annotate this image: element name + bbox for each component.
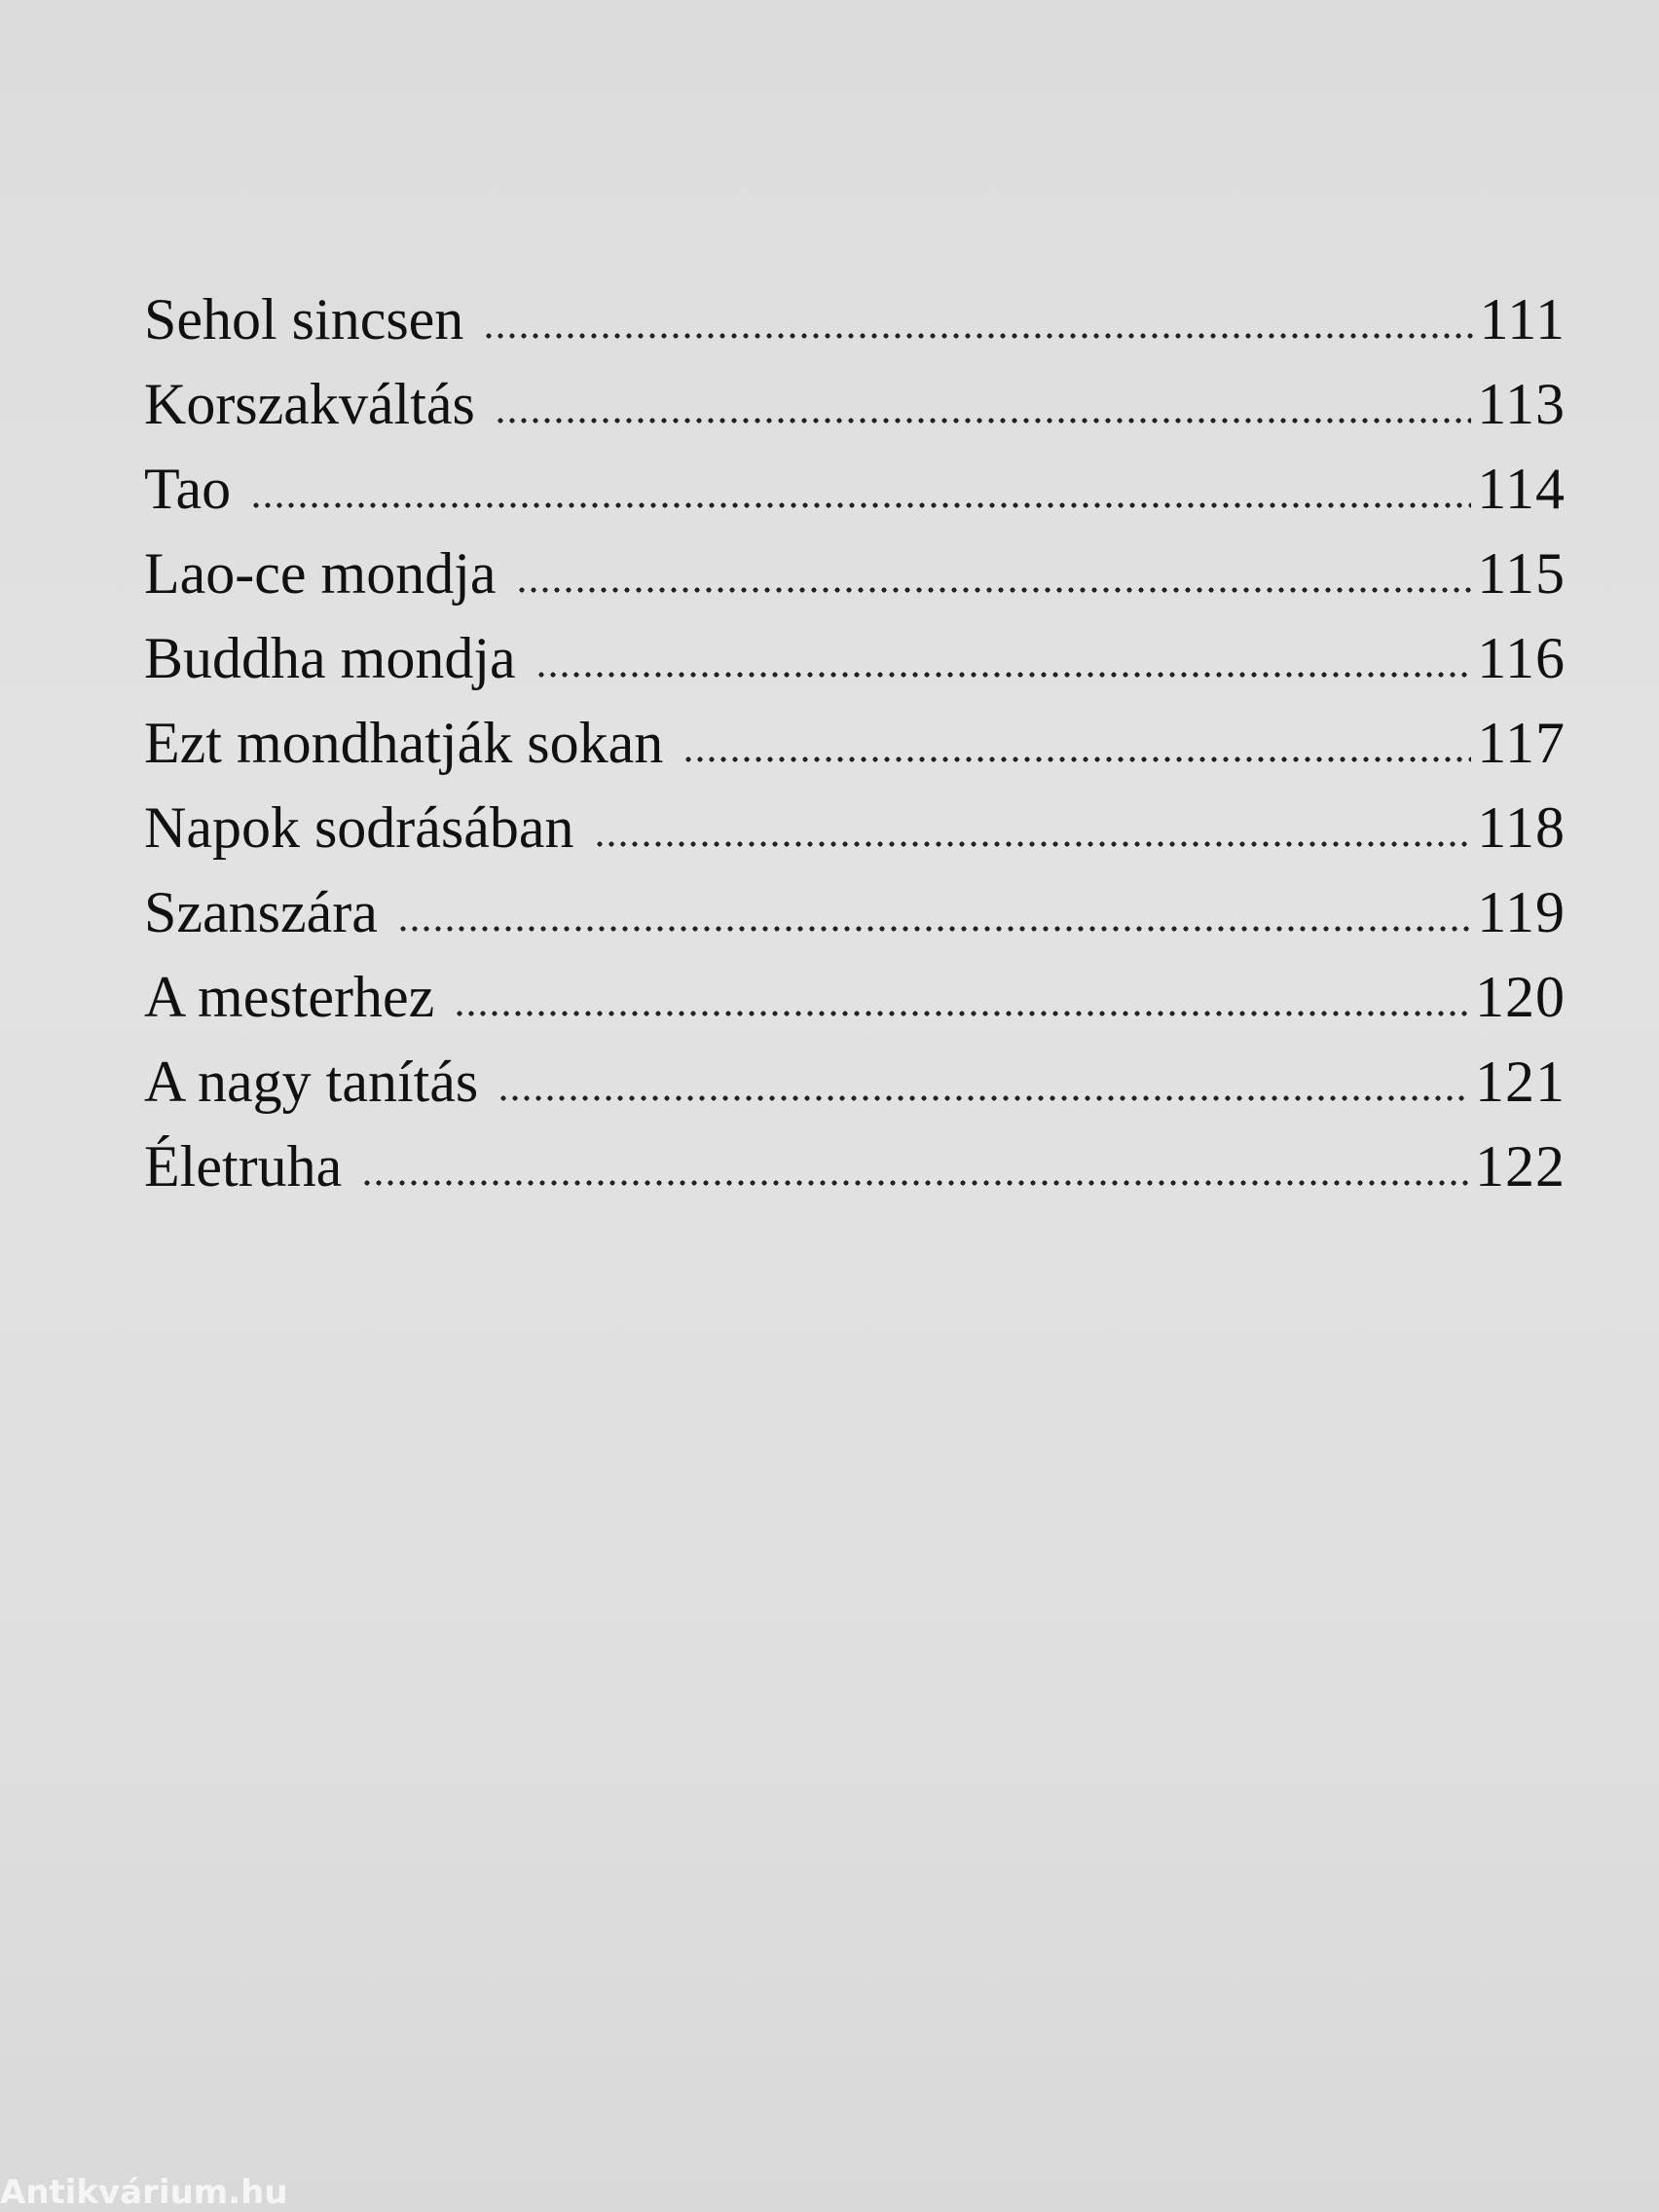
toc-entry <box>144 616 1566 701</box>
toc-dot-leader <box>495 418 1471 424</box>
toc-entry <box>144 532 1566 616</box>
toc-dot-leader <box>682 756 1471 762</box>
toc-entry-title: Szanszára <box>144 880 378 944</box>
toc-entry-page: 120 <box>1475 965 1566 1029</box>
toc-dot-leader <box>250 502 1471 508</box>
toc-dot-leader <box>516 587 1472 593</box>
toc-entry-page: 122 <box>1475 1134 1566 1198</box>
toc-entry-title: Napok sodrásában <box>144 795 574 860</box>
toc-dot-leader <box>535 672 1472 678</box>
toc-dot-leader <box>483 333 1473 339</box>
toc-entry-title: Sehol sincsen <box>144 287 464 351</box>
toc-entry-title: Ezt mondhatják sokan <box>144 711 664 775</box>
toc-entry-title: A nagy tanítás <box>144 1050 479 1114</box>
toc-entry-page: 116 <box>1477 626 1566 690</box>
toc-entry-title: A mesterhez <box>144 965 435 1029</box>
toc-entry <box>144 362 1566 447</box>
toc-entry <box>144 786 1566 870</box>
toc-entry-title: Tao <box>144 457 232 521</box>
toc-entry-title: Buddha mondja <box>144 626 516 690</box>
toc-entry-page: 115 <box>1477 541 1566 606</box>
toc-entry-page: 117 <box>1477 711 1566 775</box>
toc-entry <box>144 1124 1566 1209</box>
toc-dot-leader <box>397 926 1471 932</box>
toc-dot-leader <box>594 841 1472 847</box>
toc-entry-page: 121 <box>1475 1050 1566 1114</box>
watermark: Antikvárium.hu <box>0 2173 288 2212</box>
toc-entry <box>144 1040 1566 1124</box>
table-of-contents <box>144 277 1566 1209</box>
toc-entry-page: 113 <box>1477 372 1566 436</box>
toc-dot-leader <box>498 1095 1469 1101</box>
toc-entry-page: 114 <box>1477 457 1566 521</box>
toc-entry-title: Életruha <box>144 1134 343 1198</box>
toc-entry <box>144 870 1566 955</box>
toc-entry-title: Lao-ce mondja <box>144 541 497 606</box>
toc-entry-page: 111 <box>1479 287 1566 351</box>
toc-entry-title: Korszakváltás <box>144 372 475 436</box>
toc-dot-leader <box>361 1180 1469 1186</box>
toc-dot-leader <box>454 1011 1469 1016</box>
toc-entry-page: 118 <box>1477 795 1566 860</box>
toc-entry <box>144 955 1566 1040</box>
toc-entry-page: 119 <box>1477 880 1566 944</box>
toc-entry <box>144 277 1566 362</box>
toc-entry <box>144 701 1566 786</box>
toc-entry <box>144 447 1566 532</box>
